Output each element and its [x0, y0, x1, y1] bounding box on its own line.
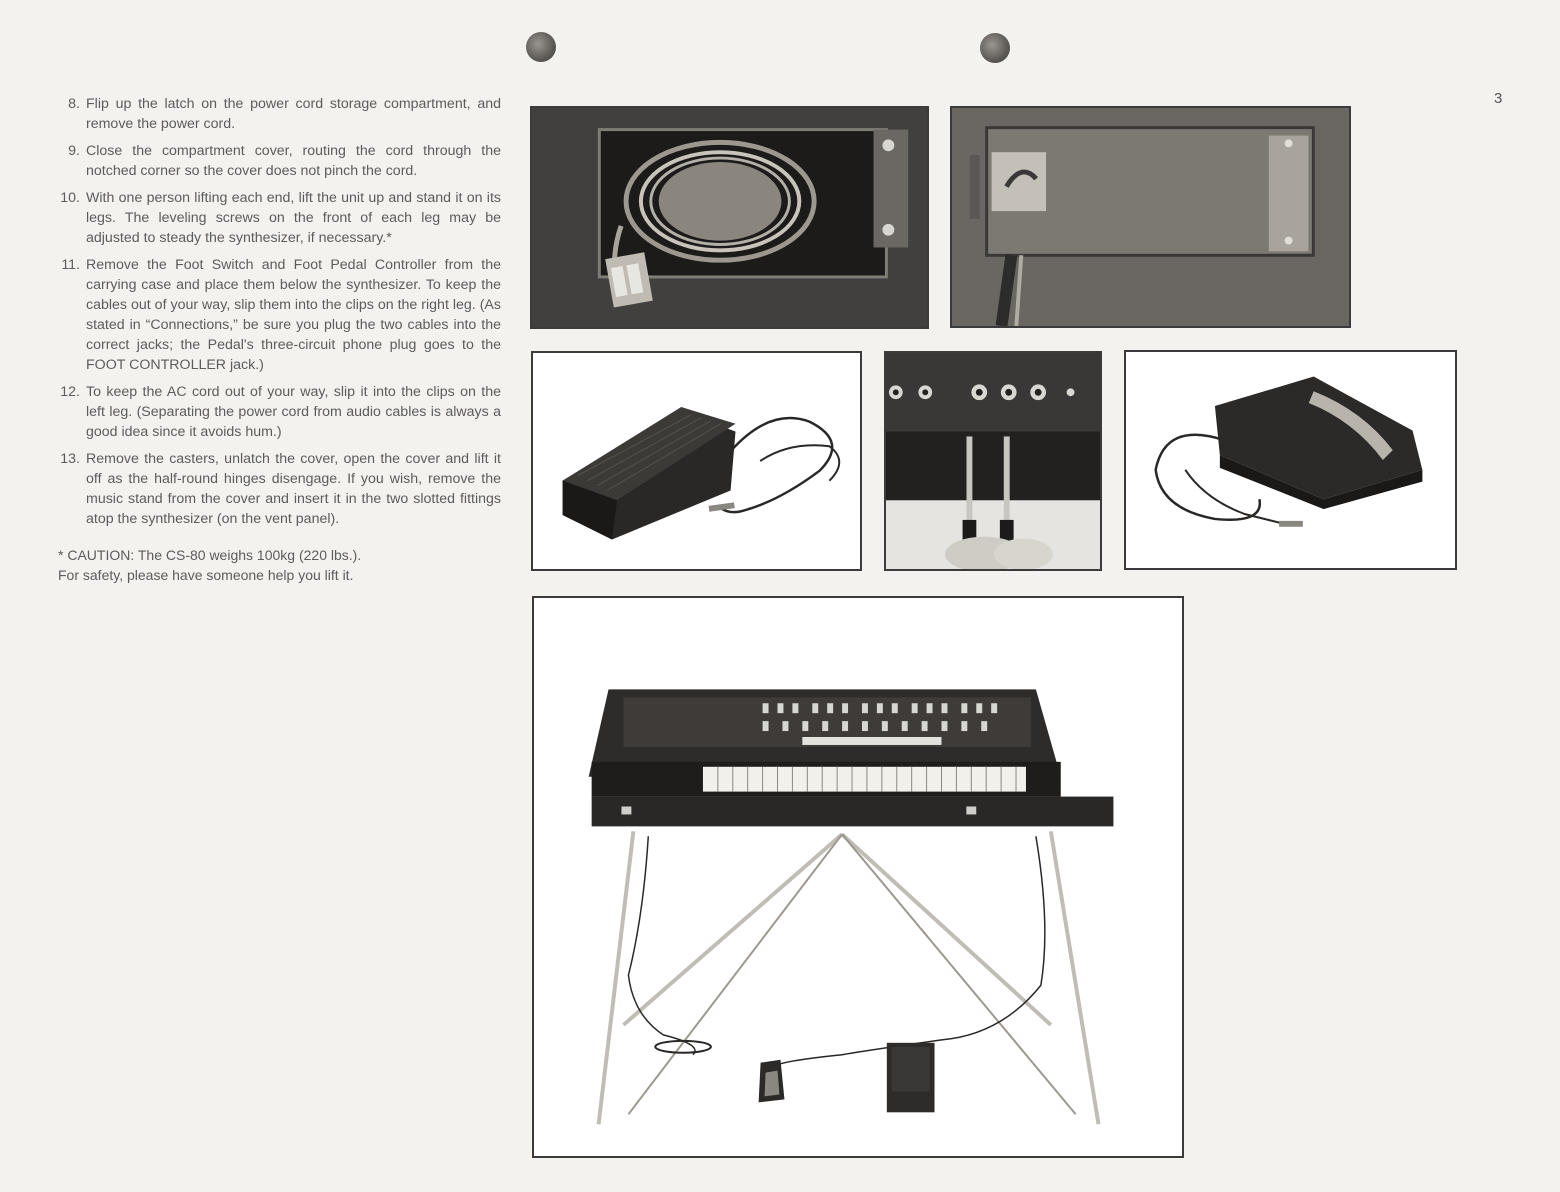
step-13 [56, 449, 501, 529]
step-10 [56, 188, 501, 248]
photo-power-cord-compartment [530, 106, 929, 329]
caution-note [56, 545, 501, 585]
binder-hole-left [526, 32, 556, 62]
caution-line-2: For safety, please have someone help you lift it. [58, 567, 354, 583]
step-text: Remove the Foot Switch and Foot Pedal Controller from the carrying case and place them below the synthesizer. To keep the cables out of your way, slip them into the clips on the right leg. (As stated in “Connections,” be sure you plug the two cables into the correct jacks; the Pedal's three-circuit phone plug goes to the FOOT CONTROLLER jack.) [86, 257, 501, 373]
step-8 [56, 94, 501, 134]
photo-jack-panel [884, 351, 1102, 571]
step-9 [56, 141, 501, 181]
photo-foot-pedal-controller [531, 351, 862, 571]
page-number: 3 [1494, 90, 1503, 107]
photo-synthesizer-on-stand [532, 596, 1184, 1158]
photo-compartment-cover [950, 106, 1351, 328]
step-text: To keep the AC cord out of your way, slip it into the clips on the left leg. (Separating the power cord from audio cables is always a good idea since it avoids hum.) [86, 384, 501, 440]
step-text: Remove the casters, unlatch the cover, open the cover and lift it off as the half-round hinges disengage. If you wish, remove the music stand from the cover and insert it in the two slotted fittings atop the synthesizer (on the vent panel). [86, 451, 501, 527]
step-number: 10. [60, 190, 80, 206]
step-11 [56, 255, 501, 375]
instruction-list [56, 94, 501, 585]
step-number: 9. [68, 143, 80, 159]
photo-foot-switch [1124, 350, 1457, 570]
step-number: 13. [60, 451, 80, 467]
caution-line-1: * CAUTION: The CS-80 weighs 100kg (220 lbs.). [58, 547, 362, 563]
step-number: 8. [68, 96, 80, 112]
step-text: Flip up the latch on the power cord storage compartment, and remove the power cord. [86, 96, 501, 132]
binder-hole-right [980, 33, 1010, 63]
step-text: With one person lifting each end, lift the unit up and stand it on its legs. The leveling screws on the front of each leg may be adjusted to steady the synthesizer, if necessary.* [86, 190, 501, 246]
step-12 [56, 382, 501, 442]
step-text: Close the compartment cover, routing the cord through the notched corner so the cover does not pinch the cord. [86, 143, 501, 179]
step-number: 11. [61, 257, 80, 273]
step-number: 12. [60, 384, 80, 400]
